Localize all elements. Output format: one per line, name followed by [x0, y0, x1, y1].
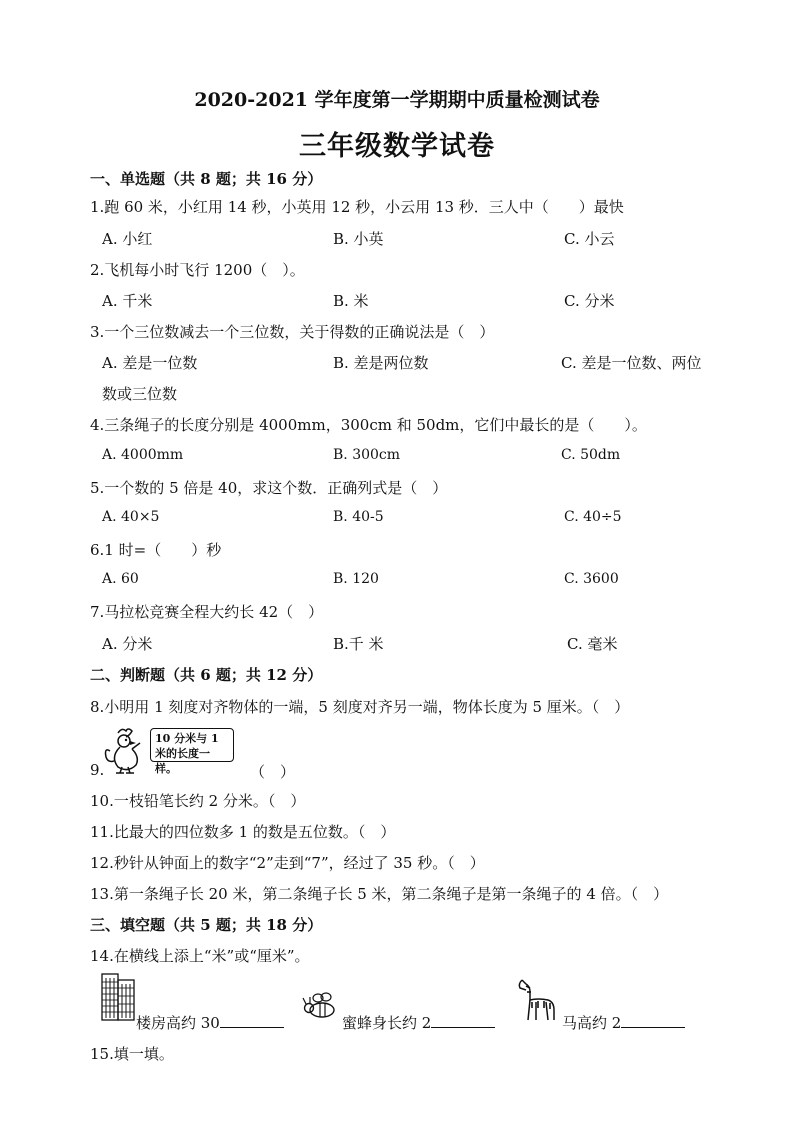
q7-option-c: C. 毫米 [567, 635, 618, 653]
q14-blank-2[interactable] [431, 1013, 495, 1028]
q4-option-b: B. 300cm [333, 447, 401, 463]
question-8: 8.小明用 1 刻度对齐物体的一端，5 刻度对齐另一端，物体长度为 5 厘米。（ ） [90, 698, 630, 716]
q4-option-a: A. 4000mm [102, 447, 184, 463]
question-11: 11.比最大的四位数多 1 的数是五位数。（ ） [90, 823, 396, 841]
q5-option-b: B. 40-5 [333, 509, 384, 525]
question-13: 13.第一条绳子长 20 米，第二条绳子长 5 米，第二条绳子是第一条绳子的 4 倍。（ ） [90, 885, 669, 903]
q3-option-a: A. 差是一位数 [102, 354, 198, 372]
question-12: 12.秒针从钟面上的数字“2”走到“7”，经过了 35 秒。（ ） [90, 854, 485, 872]
question-6: 6.1 时=（ ）秒 [90, 541, 222, 559]
question-14: 14.在横线上添上“米”或“厘米”。 [90, 947, 310, 965]
q5-option-a: A. 40×5 [102, 509, 160, 525]
q7-option-b: B.千 米 [333, 635, 384, 653]
q3-option-b: B. 差是两位数 [333, 354, 429, 372]
rooster-icon [104, 727, 150, 775]
section-heading-2: 二、判断题（共 6 题；共 12 分） [90, 666, 323, 684]
q2-option-c: C. 分米 [564, 292, 615, 310]
speech-bubble: 10 分米与 1 米的长度一样。 [150, 728, 234, 762]
q6-option-b: B. 120 [333, 571, 379, 587]
question-9-paren: （ ） [250, 763, 296, 781]
q14-item-3-text: 马高约 2 [562, 1014, 622, 1032]
q14-item-building [136, 1012, 284, 1033]
question-10: 10.一枝铅笔长约 2 分米。（ ） [90, 792, 306, 810]
page-subtitle: 三年级数学试卷 [299, 131, 495, 162]
question-2: 2.飞机每小时飞行 1200（ ）。 [90, 261, 305, 279]
q14-item-1-text: 楼房高约 30 [136, 1014, 220, 1032]
q14-item-horse [562, 1012, 685, 1033]
section-heading-1: 一、单选题（共 8 题；共 16 分） [90, 170, 323, 188]
q7-option-a: A. 分米 [102, 635, 153, 653]
q14-blank-3[interactable] [621, 1013, 685, 1028]
section-heading-3: 三、填空题（共 5 题；共 18 分） [90, 916, 323, 934]
bee-icon [300, 990, 338, 1022]
zebra-icon [514, 976, 560, 1022]
q2-option-b: B. 米 [333, 292, 369, 310]
q6-option-a: A. 60 [102, 571, 139, 587]
question-15: 15.填一填。 [90, 1045, 174, 1063]
question-5: 5.一个数的 5 倍是 40，求这个数．正确列式是（ ） [90, 479, 448, 497]
building-icon [100, 972, 136, 1022]
q14-item-bee [342, 1012, 495, 1033]
q14-blank-1[interactable] [220, 1013, 284, 1028]
q14-item-2-text: 蜜蜂身长约 2 [342, 1014, 432, 1032]
q5-option-c: C. 40÷5 [564, 509, 622, 525]
q4-option-c: C. 50dm [561, 447, 621, 463]
q6-option-c: C. 3600 [564, 571, 619, 587]
q3-option-c-cont: 数或三位数 [102, 385, 178, 403]
q1-option-a: A. 小红 [102, 230, 153, 248]
q1-option-b: B. 小英 [333, 230, 384, 248]
question-3: 3.一个三位数减去一个三位数，关于得数的正确说法是（ ） [90, 323, 495, 341]
question-1: 1.跑 60 米，小红用 14 秒，小英用 12 秒，小云用 13 秒．三人中（ ）最快 [90, 198, 624, 216]
q2-option-a: A. 千米 [102, 292, 153, 310]
page-title: 2020-2021 学年度第一学期期中质量检测试卷 [194, 89, 600, 111]
q1-option-c: C. 小云 [564, 230, 615, 248]
question-7: 7.马拉松竞赛全程大约长 42（ ） [90, 603, 324, 621]
question-4: 4.三条绳子的长度分别是 4000mm，300cm 和 50dm，它们中最长的是（ ）。 [90, 416, 647, 434]
q3-option-c: C. 差是一位数、两位 [561, 354, 702, 372]
question-9-number: 9. [90, 761, 105, 779]
